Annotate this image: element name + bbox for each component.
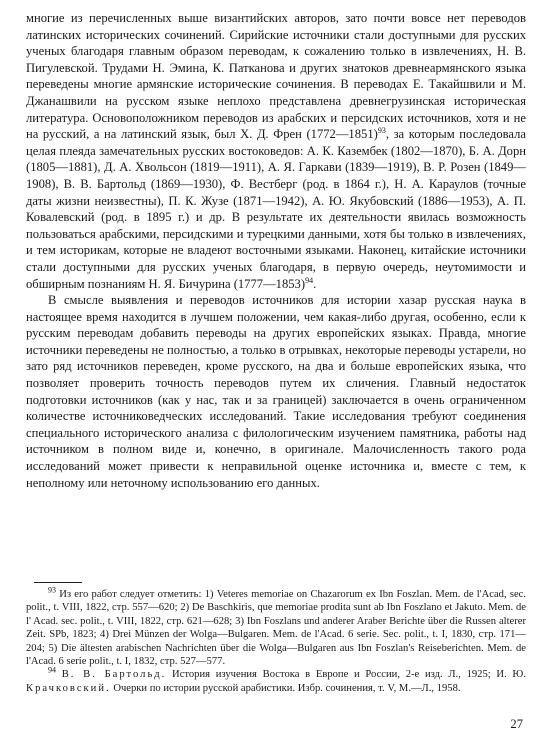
page-body — [26, 10, 526, 491]
footnote-ref-93[interactable]: 93 — [377, 125, 386, 135]
footnote-ref-94[interactable]: 94 — [305, 275, 314, 285]
footnote-93-number: 93 — [48, 585, 56, 595]
footnote-93 — [26, 585, 527, 668]
footnote-94-author-1: В. В. Бартольд. — [61, 669, 167, 681]
footnotes — [26, 585, 527, 695]
paragraph-1-text: многие из перечисленных выше византийских авторов, зато почти вовсе нет переводов латинских исторических сочинений. Сирийские источники стали доступными для русских ученых благодаря главным образом переводам, к сожалению только в извлечениях, Н. В. Пигулевской. Трудами Н. Эмина, К. Патканова и других знатоков древнеармянского языка переведены многие армянские исторические сочинения. В переводах Е. Такайшвили и М. Джанашвили на русском языке неплохо представлена древнегрузинская историческая литература. Основоположником переводов из арабских и персидских источников, хотя и не на русский, а на латинский язык, был Х. Д. Френ (1772—1851) — [26, 11, 526, 142]
paragraph-1-end: . — [313, 276, 317, 291]
footnote-94-author-2: Крачковский. — [26, 682, 111, 694]
paragraph-2: В смысле выявления и переводов источников для истории хазар русская наука в настоящее время находится в лучшем положении, чем какая-либо другая, особенно, если к русским переводам добавить переводы на других европейских языках. Правда, многие источники переведены не полностью, а только в отрывках, некоторые переводы устарели, но зато ряд источников переведен, кроме русского, на два и больше европейских языка, что позволяет проверить точность переводов путем их сличения. Главный недостаток подготовки источников (как у нас, так и за границей) заключается в очень ограниченном количестве источниковедческих исследований. Такие исследования требуют соединения специального исторического анализа с филологическим изучением памятника, работы над источником в полном виде и, конечно, в оригинале. Малочисленность такого рода исследований может привести к неправильной оценке источника и, вместе с тем, к неполному или неточному использованию его данных. — [26, 293, 526, 490]
page-number: 27 — [510, 717, 523, 731]
footnote-94-text-2: Очерки по истории русской арабистики. Избр. сочинения, т. V, М.—Л., 1958. — [113, 682, 461, 694]
footnote-94-number: 94 — [48, 665, 56, 675]
footnote-94 — [26, 665, 526, 695]
paragraph-1-continued: , за которым последовала целая плеяда замечательных русских востоковедов: А. К. Казембек (1802—1870), Б. А. Дорн (1805—1881), Д. А. Хвольсон (1819—1911), А. Я. Гаркави (1839—1919), В. Р. Розен (1849—1908), В. В. Бартольд (1869—1930), Ф. Вестберг (род. в 1864 г.), Н. А. Караулов (точные даты жизни неизвестны), П. К. Жузе (1871—1942), А. Ю. Якубовский (1886—1953), А. П. Ковалевский (род. в 1895 г.) и др. В результате их деятельности явилась возможность пользоваться арабскими, персидскими и турецкими данными, хотя бы только в извлечениях, и тем историкам, которые не владеют восточными языками. Наконец, китайские источники стали доступными для русских ученых благодаря, в первую очередь, неутомимости и обширным познаниям Н. Я. Бичурина (1777—1853) — [26, 127, 526, 291]
footnote-93-text: Из его работ следует отметить: 1) Veteres memoriae on Chazarorum ex Ibn Foszlan. Mem. de l'Acad, sec. polit., t. VIII, 1822, стр. 557—620; 2) De Baschkiris, que memoriae prodita sunt ab Ibn Foszlano et Jakuto. Mem. de l' Acad. sec. polit., t. VIII, 1822, стр. 621—628; 3) Ibn Foszlans und anderer Araber Berichte über die Russen alterer Zeit. SPb, 1823; 4) Drei Münzen der Wolga—Bulgaren. Mem. de l'Acad. 6 serie. Sec. polit., t. I, 1830, стр. 171—204; 5) Die ältesten arabischen Nachrichten über die Wolga—Bulgaren aus Ibn Foszlan's Reiseberichten. Mem. de l'Acad. 6 serie polit., t. I, 1832, стр. 527—577. — [26, 589, 527, 668]
footnote-divider — [34, 582, 82, 583]
paragraph-1 — [26, 10, 526, 292]
footnote-94-text-1: История изучения Востока в Европе и России, 2-е изд. Л., 1925; И. Ю. — [172, 669, 526, 681]
